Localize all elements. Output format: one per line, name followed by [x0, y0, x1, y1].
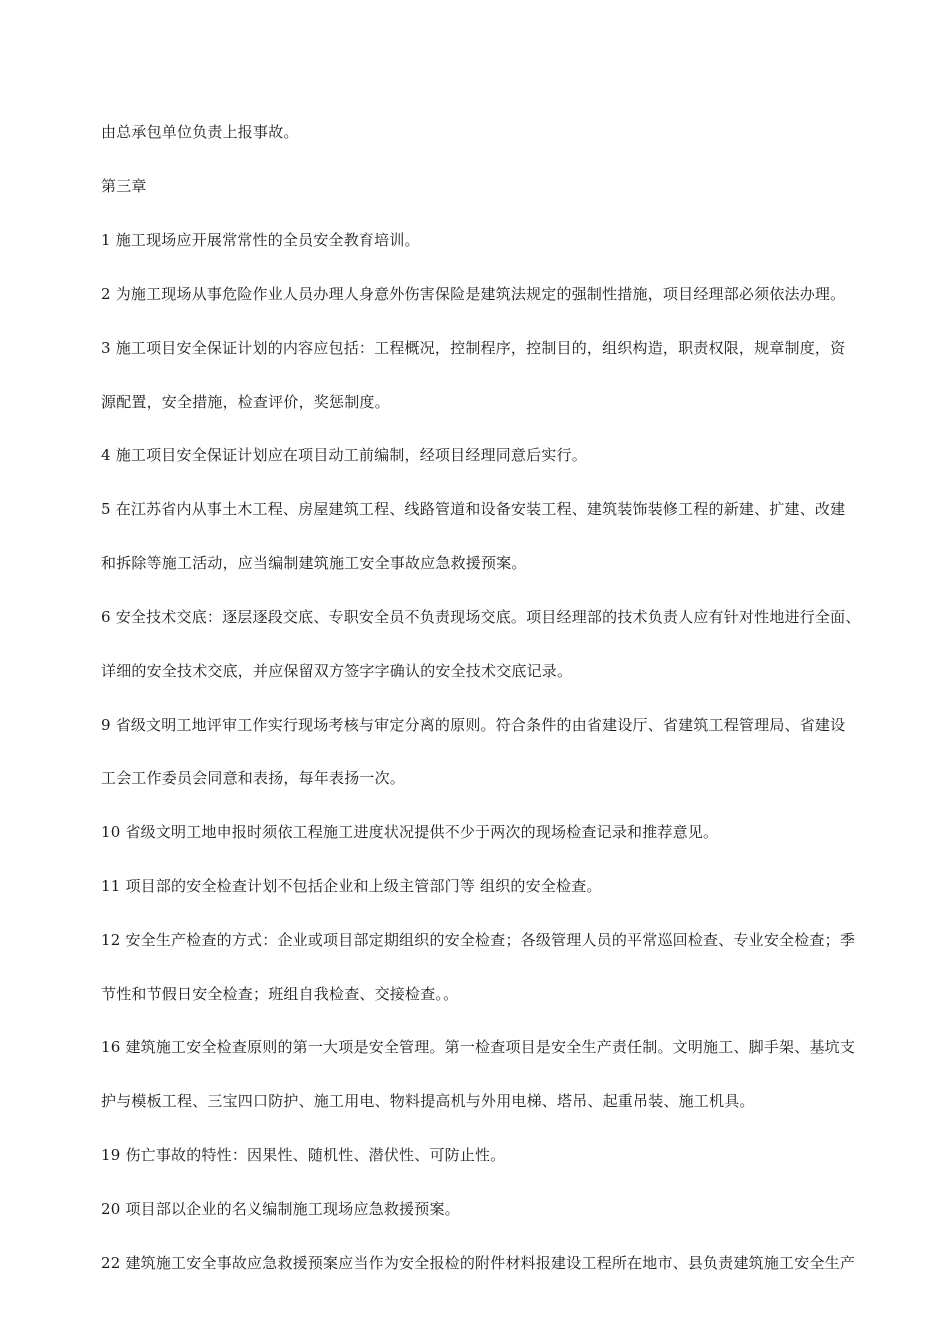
text-line: 节性和节假日安全检查；班组自我检查、交接检查。。	[101, 985, 459, 1003]
text-line: 5 在江苏省内从事土木工程、房屋建筑工程、线路管道和设备安装工程、建筑装饰装修工程的新建、扩建、改建	[101, 500, 846, 518]
text-line: 源配置，安全措施，检查评价，奖惩制度。	[101, 393, 390, 411]
text-line: 22 建筑施工安全事故应急救援预案应当作为安全报检的附件材料报建设工程所在地市、县负责建筑施工安全生产	[101, 1254, 856, 1272]
text-line: 护与模板工程、三宝四口防护、施工用电、物料提高机与外用电梯、塔吊、起重吊装、施工机具。	[101, 1092, 755, 1110]
chapter-heading: 第三章	[101, 177, 147, 195]
text-line: 3 施工项目安全保证计划的内容应包括：工程概况，控制程序，控制目的，组织构造，职责权限，规章制度，资	[101, 339, 846, 357]
text-line: 2 为施工现场从事危险作业人员办理人身意外伤害保险是建筑法规定的强制性措施，项目经理部必须依法办理。	[101, 285, 846, 303]
text-line: 19 伤亡事故的特性：因果性、随机性、潜伏性、可防止性。	[101, 1146, 506, 1164]
text-line: 1 施工现场应开展常常性的全员安全教育培训。	[101, 231, 420, 249]
text-line: 20 项目部以企业的名义编制施工现场应急救援预案。	[101, 1200, 460, 1218]
text-line: 16 建筑施工安全检查原则的第一大项是安全管理。第一检查项目是安全生产责任制。文明施工、脚手架、基坑支	[101, 1038, 856, 1056]
text-line: 12 安全生产检查的方式：企业或项目部定期组织的安全检查；各级管理人员的平常巡回检查、专业安全检查；季	[101, 931, 856, 949]
text-line: 和拆除等施工活动，应当编制建筑施工安全事故应急救援预案。	[101, 554, 527, 572]
text-line: 工会工作委员会同意和表扬，每年表扬一次。	[101, 769, 406, 787]
text-line: 9 省级文明工地评审工作实行现场考核与审定分离的原则。符合条件的由省建设厅、省建筑工程管理局、省建设	[101, 716, 846, 734]
text-line: 详细的安全技术交底，并应保留双方签字字确认的安全技术交底记录。	[101, 662, 573, 680]
text-line: 11 项目部的安全检查计划不包括企业和上级主管部门等 组织的安全检查。	[101, 877, 602, 895]
text-line: 10 省级文明工地申报时须依工程施工进度状况提供不少于两次的现场检查记录和推荐意见。	[101, 823, 719, 841]
text-line: 4 施工项目安全保证计划应在项目动工前编制，经项目经理同意后实行。	[101, 446, 587, 464]
text-line: 由总承包单位负责上报事故。	[101, 123, 299, 141]
text-line: 6 安全技术交底：逐层逐段交底、专职安全员不负责现场交底。项目经理部的技术负责人应有针对性地进行全面、	[101, 608, 861, 626]
